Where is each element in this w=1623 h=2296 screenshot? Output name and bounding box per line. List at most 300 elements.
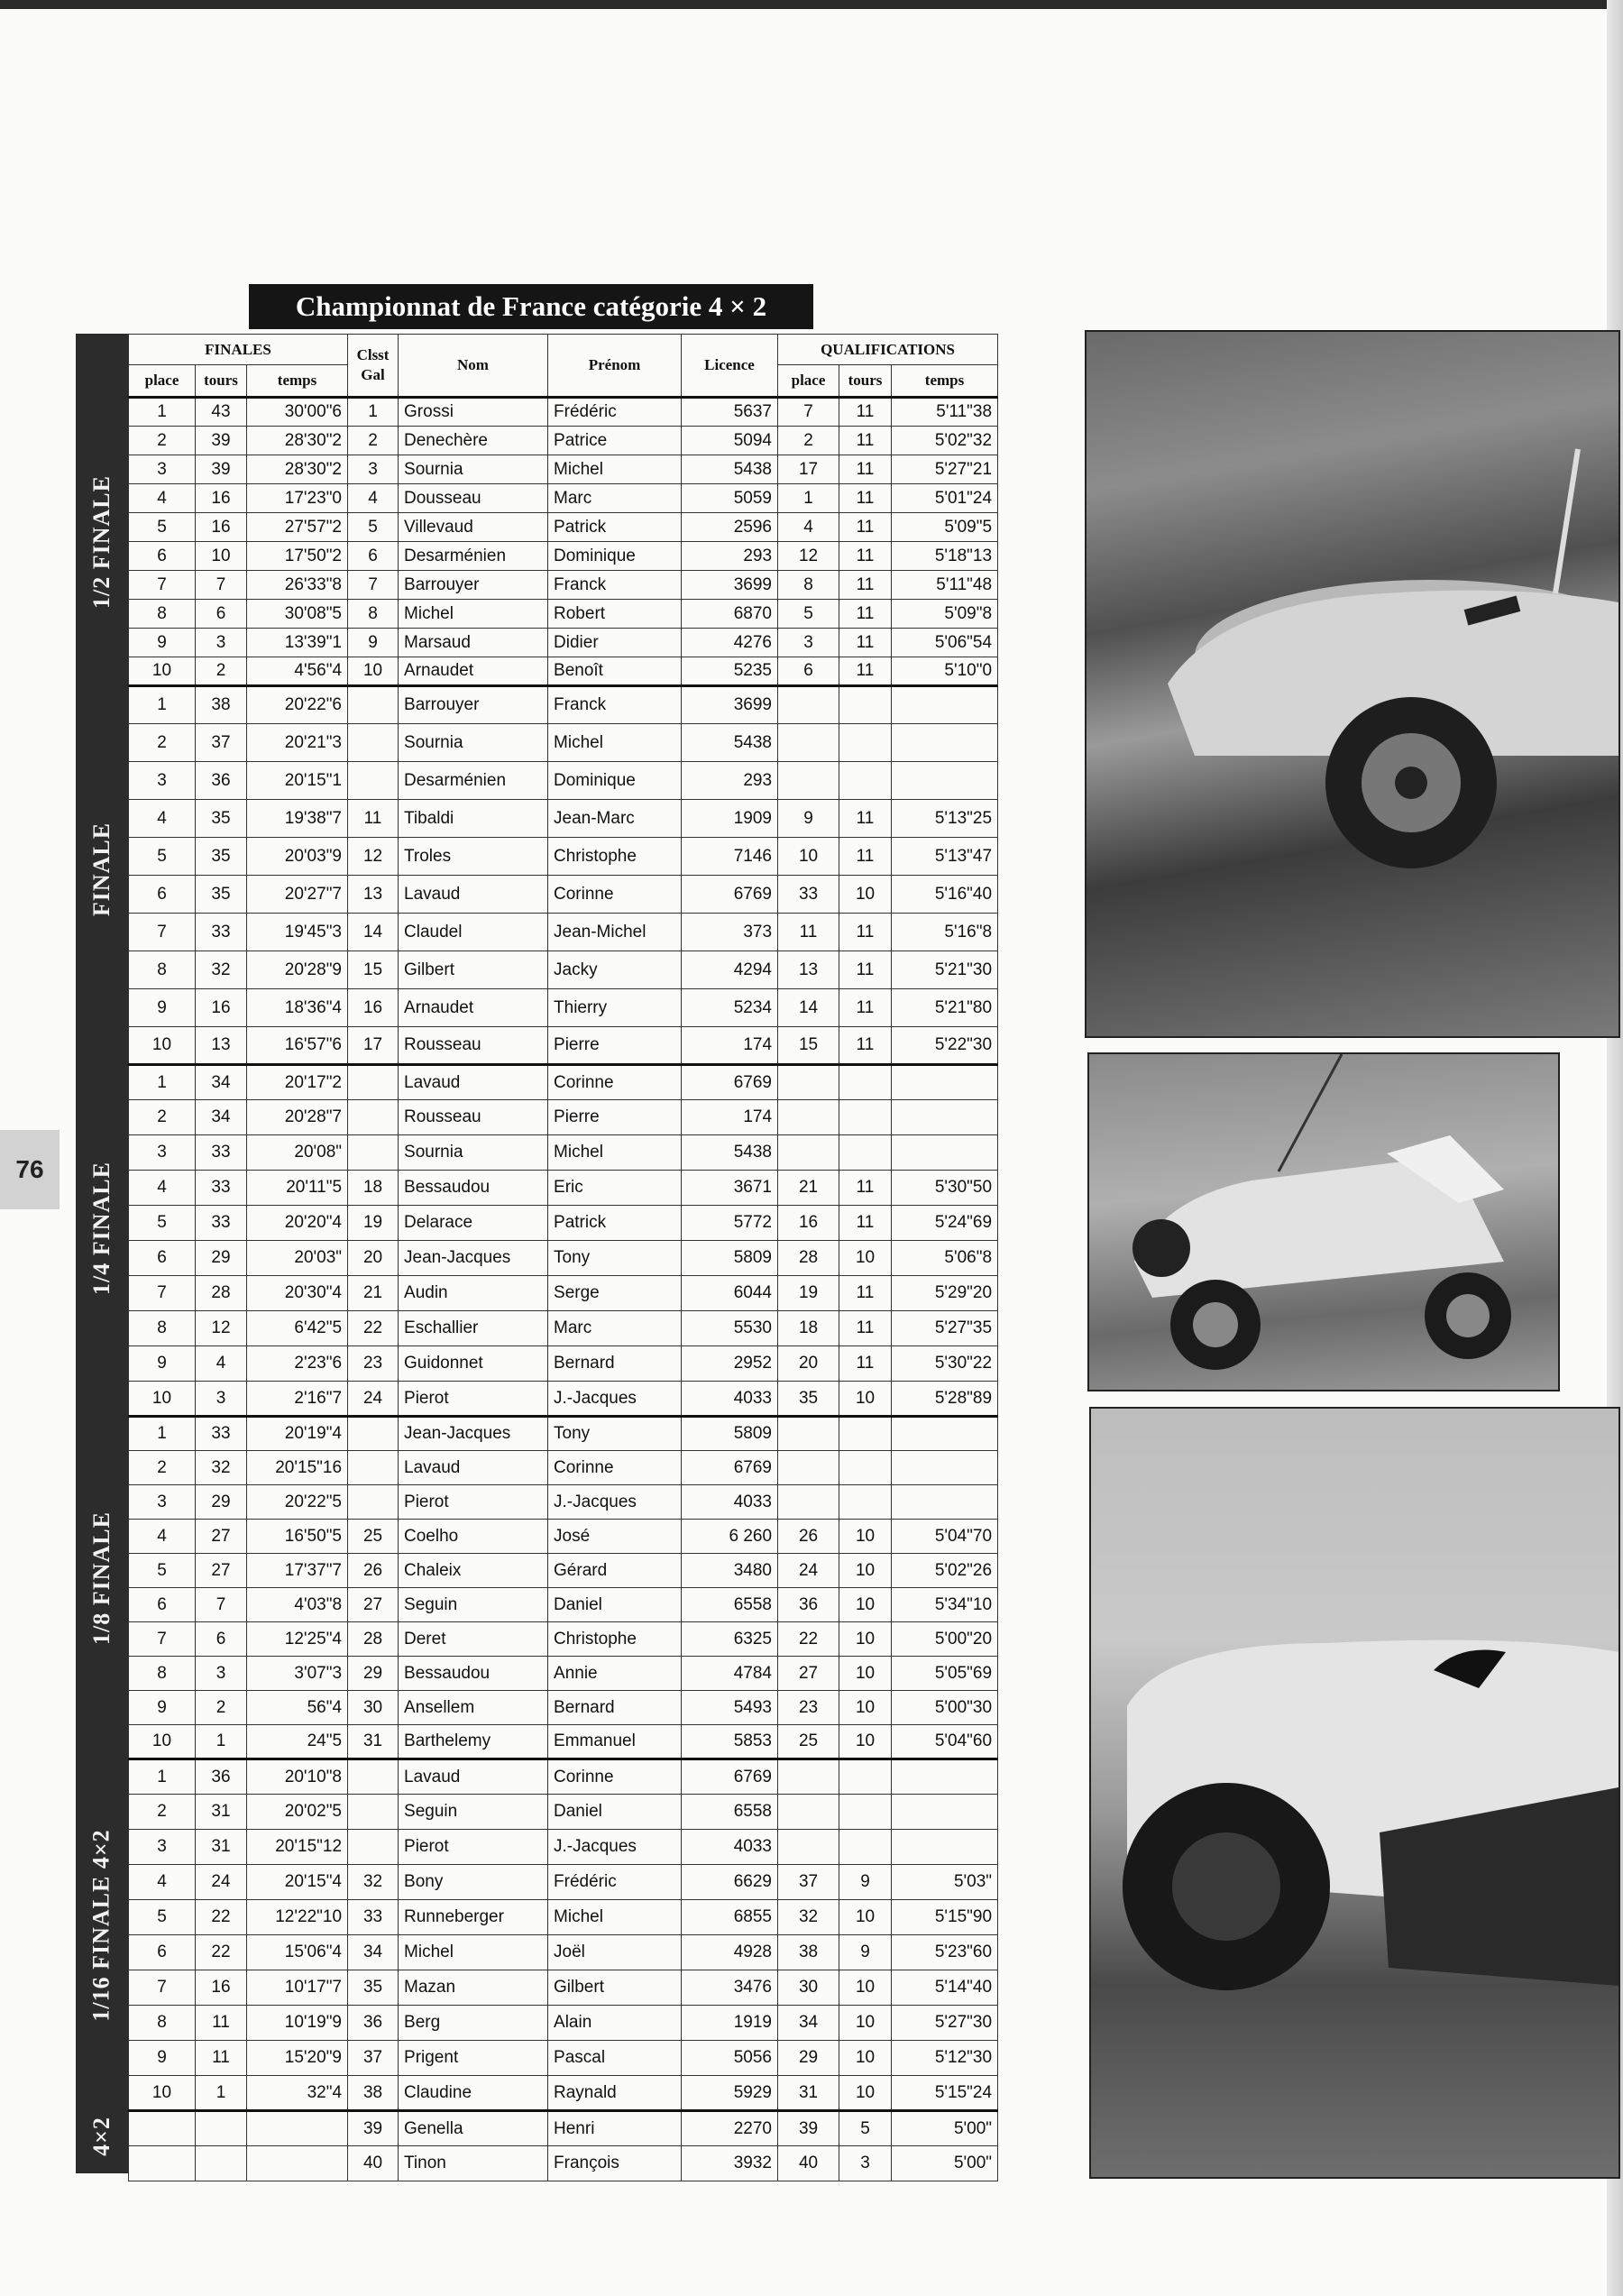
clsst-gal-cell: 31 [348, 1725, 399, 1759]
qualif-tours-cell: 11 [839, 398, 892, 427]
tours-cell: 7 [196, 1588, 247, 1622]
qualif-place-cell: 19 [778, 1276, 839, 1311]
prenom-cell: Pascal [548, 2041, 682, 2076]
licence-cell: 3671 [682, 1171, 778, 1206]
qualif-place-cell: 7 [778, 398, 839, 427]
qualif-place-cell: 2 [778, 427, 839, 455]
prenom-cell: Michel [548, 1900, 682, 1935]
prenom-cell: J.-Jacques [548, 1382, 682, 1417]
qualif-tours-cell [839, 1135, 892, 1171]
tours-cell: 6 [196, 1622, 247, 1657]
section-label-huitieme-finale: 1/8 FINALE [88, 1511, 115, 1645]
place-cell: 2 [129, 724, 196, 762]
place-cell: 1 [129, 398, 196, 427]
qualif-tours-cell: 11 [839, 427, 892, 455]
clsst-gal-cell [348, 1135, 399, 1171]
qualif-temps-cell: 5'13"25 [892, 800, 998, 838]
licence-cell: 5438 [682, 1135, 778, 1171]
tours-cell: 22 [196, 1900, 247, 1935]
qualif-tours-cell: 11 [839, 455, 892, 484]
qualif-place-cell: 23 [778, 1691, 839, 1725]
place-cell: 3 [129, 1485, 196, 1520]
tours-cell: 4 [196, 1346, 247, 1382]
clsst-gal-cell [348, 1100, 399, 1135]
licence-cell: 6769 [682, 876, 778, 914]
tours-cell: 22 [196, 1935, 247, 1970]
prenom-cell: Emmanuel [548, 1725, 682, 1759]
qualif-tours-cell: 11 [839, 513, 892, 542]
table-row [129, 1027, 998, 1065]
qualif-place-cell: 20 [778, 1346, 839, 1382]
qualif-temps-cell: 5'27"21 [892, 455, 998, 484]
tours-cell: 35 [196, 876, 247, 914]
nom-cell: Bessaudou [399, 1171, 548, 1206]
nom-cell: Runneberger [399, 1900, 548, 1935]
qualif-place-cell [778, 724, 839, 762]
place-cell: 5 [129, 1554, 196, 1588]
tours-cell: 6 [196, 600, 247, 629]
tours-cell: 33 [196, 1206, 247, 1241]
temps-cell: 24"5 [247, 1725, 348, 1759]
table-row [129, 1135, 998, 1171]
nom-header: Nom [399, 335, 548, 398]
qualif-place-cell: 38 [778, 1935, 839, 1970]
temps-cell: 20'27"7 [247, 876, 348, 914]
prenom-cell: Michel [548, 455, 682, 484]
prenom-cell: Frédéric [548, 398, 682, 427]
nom-cell: Coelho [399, 1520, 548, 1554]
table-row [129, 1451, 998, 1485]
clsst-gal-cell: 4 [348, 484, 399, 513]
tours-cell: 36 [196, 762, 247, 800]
nom-cell: Guidonnet [399, 1346, 548, 1382]
place-cell: 8 [129, 2006, 196, 2041]
place-cell: 5 [129, 513, 196, 542]
nom-cell: Deret [399, 1622, 548, 1657]
qualif-temps-cell: 5'01"24 [892, 484, 998, 513]
prenom-cell: Alain [548, 2006, 682, 2041]
temps-cell: 18'36"4 [247, 989, 348, 1027]
temps-cell: 19'38"7 [247, 800, 348, 838]
tours-cell: 2 [196, 1691, 247, 1725]
prenom-cell: Joël [548, 1935, 682, 1970]
qualif-temps-cell: 5'30"50 [892, 1171, 998, 1206]
table-row [129, 838, 998, 876]
place-cell: 2 [129, 1451, 196, 1485]
nom-cell: Claudine [399, 2076, 548, 2111]
table-row [129, 571, 998, 600]
table-row [129, 542, 998, 571]
qualif-tours-cell [839, 724, 892, 762]
prenom-cell: Dominique [548, 542, 682, 571]
place-cell: 4 [129, 1520, 196, 1554]
nom-cell: Michel [399, 1935, 548, 1970]
table-row [129, 762, 998, 800]
temps-cell [247, 2111, 348, 2146]
prenom-cell: Corinne [548, 1065, 682, 1100]
qualif-temps-cell: 5'05"69 [892, 1657, 998, 1691]
tours-cell: 37 [196, 724, 247, 762]
licence-cell: 5234 [682, 989, 778, 1027]
qualif-place-cell: 34 [778, 2006, 839, 2041]
clsst-gal-cell: 20 [348, 1241, 399, 1276]
licence-cell: 2596 [682, 513, 778, 542]
qualif-tours-cell: 10 [839, 1241, 892, 1276]
qualif-tours-cell [839, 1100, 892, 1135]
qualif-place-cell [778, 1830, 839, 1865]
temps-cell: 16'50"5 [247, 1520, 348, 1554]
table-row [129, 1725, 998, 1759]
licence-cell: 2952 [682, 1346, 778, 1382]
tours-cell: 27 [196, 1520, 247, 1554]
qualif-temps-cell: 5'04"60 [892, 1725, 998, 1759]
place-cell: 3 [129, 762, 196, 800]
licence-cell: 3480 [682, 1554, 778, 1588]
tours-cell: 24 [196, 1865, 247, 1900]
tours-cell: 10 [196, 542, 247, 571]
qualif-temps-cell: 5'09"5 [892, 513, 998, 542]
table-row [129, 1865, 998, 1900]
prenom-cell: Michel [548, 724, 682, 762]
qualif-tours-cell: 11 [839, 1206, 892, 1241]
temps-cell: 20'10"8 [247, 1759, 348, 1795]
licence-cell: 3699 [682, 571, 778, 600]
race-car-photo-2 [1087, 1052, 1560, 1391]
place-cell: 8 [129, 600, 196, 629]
table-row [129, 951, 998, 989]
qualif-temps-cell: 5'00"20 [892, 1622, 998, 1657]
qualif-tours-cell: 11 [839, 1171, 892, 1206]
clsst-gal-cell: 17 [348, 1027, 399, 1065]
table-row [129, 1935, 998, 1970]
qualif-temps-cell [892, 1795, 998, 1830]
qualif-place-cell: 26 [778, 1520, 839, 1554]
clsst-gal-cell [348, 686, 399, 724]
place-cell [129, 2146, 196, 2181]
temps-cell: 12'25"4 [247, 1622, 348, 1657]
qualif-place-cell [778, 1451, 839, 1485]
prenom-cell: Gilbert [548, 1970, 682, 2006]
table-row [129, 1171, 998, 1206]
tours-cell: 11 [196, 2006, 247, 2041]
tours-cell: 13 [196, 1027, 247, 1065]
qualif-temps-cell: 5'18"13 [892, 542, 998, 571]
place-cell: 6 [129, 1241, 196, 1276]
qualif-temps-cell: 5'14"40 [892, 1970, 998, 2006]
place-cell: 4 [129, 800, 196, 838]
qualif-temps-cell: 5'12"30 [892, 2041, 998, 2076]
temps-cell: 20'03"9 [247, 838, 348, 876]
temps-cell: 20'17"2 [247, 1065, 348, 1100]
tours-cell [196, 2146, 247, 2181]
qualif-tours-cell: 10 [839, 1622, 892, 1657]
clsst-gal-cell [348, 1795, 399, 1830]
qualif-temps-header: temps [892, 365, 998, 398]
qualif-temps-cell: 5'28"89 [892, 1382, 998, 1417]
nom-cell: Tibaldi [399, 800, 548, 838]
table-row [129, 1276, 998, 1311]
nom-cell: Ansellem [399, 1691, 548, 1725]
nom-cell: Gilbert [399, 951, 548, 989]
place-cell [129, 2111, 196, 2146]
licence-cell: 6 260 [682, 1520, 778, 1554]
place-cell: 9 [129, 1691, 196, 1725]
qualif-place-cell: 13 [778, 951, 839, 989]
prenom-cell: Didier [548, 629, 682, 657]
nom-cell: Troles [399, 838, 548, 876]
clsst-gal-cell: 11 [348, 800, 399, 838]
temps-cell: 6'42"5 [247, 1311, 348, 1346]
temps-cell: 17'37"7 [247, 1554, 348, 1588]
tours-cell: 3 [196, 1382, 247, 1417]
nom-cell: Sournia [399, 1135, 548, 1171]
temps-cell: 56"4 [247, 1691, 348, 1725]
tours-cell: 34 [196, 1065, 247, 1100]
qualif-tours-cell: 11 [839, 657, 892, 686]
table-row [129, 989, 998, 1027]
clsst-gal-cell [348, 1830, 399, 1865]
licence-cell: 5929 [682, 2076, 778, 2111]
qualif-tours-cell: 11 [839, 571, 892, 600]
qualif-tours-cell: 11 [839, 951, 892, 989]
temps-cell: 20'08" [247, 1135, 348, 1171]
page-number: 76 [0, 1130, 60, 1209]
prenom-cell: Dominique [548, 762, 682, 800]
clsst-gal-cell [348, 1485, 399, 1520]
place-cell: 1 [129, 686, 196, 724]
licence-cell: 6325 [682, 1622, 778, 1657]
place-cell: 5 [129, 1900, 196, 1935]
tours-cell: 1 [196, 1725, 247, 1759]
qualif-temps-cell: 5'29"20 [892, 1276, 998, 1311]
nom-cell: Barthelemy [399, 1725, 548, 1759]
nom-cell: Desarménien [399, 762, 548, 800]
qualif-place-cell: 10 [778, 838, 839, 876]
qualif-temps-cell [892, 1451, 998, 1485]
qualif-place-header: place [778, 365, 839, 398]
qualif-temps-cell: 5'15"24 [892, 2076, 998, 2111]
clsst-gal-cell: 9 [348, 629, 399, 657]
temps-cell: 20'02"5 [247, 1795, 348, 1830]
page-title: Championnat de France catégorie 4 × 2 [249, 284, 813, 329]
finales-tours-header: tours [196, 365, 247, 398]
place-cell: 1 [129, 1759, 196, 1795]
qualif-temps-cell: 5'27"30 [892, 2006, 998, 2041]
nom-cell: Eschallier [399, 1311, 548, 1346]
place-cell: 6 [129, 542, 196, 571]
qualif-tours-cell [839, 1830, 892, 1865]
licence-cell: 5530 [682, 1311, 778, 1346]
nom-cell: Prigent [399, 2041, 548, 2076]
qualif-place-cell: 16 [778, 1206, 839, 1241]
qualif-tours-cell: 10 [839, 1970, 892, 2006]
nom-cell: Tinon [399, 2146, 548, 2181]
temps-cell: 10'17"7 [247, 1970, 348, 2006]
licence-cell: 6044 [682, 1276, 778, 1311]
clsst-gal-cell: 5 [348, 513, 399, 542]
clsst-gal-cell: 25 [348, 1520, 399, 1554]
nom-cell: Barrouyer [399, 571, 548, 600]
qualif-place-cell: 39 [778, 2111, 839, 2146]
prenom-cell: Corinne [548, 1451, 682, 1485]
qualif-temps-cell: 5'22"30 [892, 1027, 998, 1065]
qualif-temps-cell: 5'09"8 [892, 600, 998, 629]
clsst-gal-cell: 29 [348, 1657, 399, 1691]
nom-cell: Marsaud [399, 629, 548, 657]
place-cell: 8 [129, 951, 196, 989]
tours-cell: 39 [196, 427, 247, 455]
nom-cell: Denechère [399, 427, 548, 455]
licence-cell: 6855 [682, 1900, 778, 1935]
licence-cell: 6769 [682, 1065, 778, 1100]
table-row [129, 1970, 998, 2006]
licence-cell: 3932 [682, 2146, 778, 2181]
qualif-tours-cell: 10 [839, 1691, 892, 1725]
licence-cell: 5094 [682, 427, 778, 455]
prenom-cell: J.-Jacques [548, 1830, 682, 1865]
temps-cell: 17'23"0 [247, 484, 348, 513]
nom-cell: Jean-Jacques [399, 1241, 548, 1276]
qualif-tours-cell: 11 [839, 629, 892, 657]
prenom-cell: Annie [548, 1657, 682, 1691]
table-row [129, 427, 998, 455]
nom-cell: Pierot [399, 1382, 548, 1417]
temps-cell: 20'11"5 [247, 1171, 348, 1206]
place-cell: 6 [129, 1935, 196, 1970]
temps-cell: 2'16"7 [247, 1382, 348, 1417]
qualif-place-cell: 11 [778, 914, 839, 951]
prenom-cell: Michel [548, 1135, 682, 1171]
qualif-temps-cell: 5'11"48 [892, 571, 998, 600]
tours-cell: 28 [196, 1276, 247, 1311]
prenom-cell: Bernard [548, 1346, 682, 1382]
qualif-temps-cell: 5'13"47 [892, 838, 998, 876]
qualifications-header: QUALIFICATIONS [778, 335, 998, 365]
top-edge [0, 0, 1623, 9]
table-row [129, 876, 998, 914]
table-row [129, 484, 998, 513]
qualif-place-cell: 15 [778, 1027, 839, 1065]
clsst-gal-cell: 6 [348, 542, 399, 571]
prenom-cell: Patrick [548, 1206, 682, 1241]
qualif-place-cell [778, 1100, 839, 1135]
qualif-place-cell: 5 [778, 600, 839, 629]
nom-cell: Grossi [399, 398, 548, 427]
section-label-quart-finale: 1/4 FINALE [88, 1161, 115, 1295]
clsst-gal-cell: 10 [348, 657, 399, 686]
place-cell: 10 [129, 1027, 196, 1065]
place-cell: 2 [129, 1795, 196, 1830]
clsst-gal-cell: 19 [348, 1206, 399, 1241]
clsst-gal-cell: 15 [348, 951, 399, 989]
clsst-gal-cell: 32 [348, 1865, 399, 1900]
table-row [129, 1657, 998, 1691]
licence-cell: 4276 [682, 629, 778, 657]
licence-cell: 2270 [682, 2111, 778, 2146]
nom-cell: Barrouyer [399, 686, 548, 724]
tours-cell: 43 [196, 398, 247, 427]
tours-cell: 3 [196, 629, 247, 657]
clsst-gal-cell [348, 724, 399, 762]
clsst-gal-cell: 35 [348, 1970, 399, 2006]
place-cell: 5 [129, 1206, 196, 1241]
finales-temps-header: temps [247, 365, 348, 398]
licence-cell: 293 [682, 542, 778, 571]
qualif-place-cell: 30 [778, 1970, 839, 2006]
tours-cell: 16 [196, 484, 247, 513]
tours-cell: 2 [196, 657, 247, 686]
place-cell: 9 [129, 2041, 196, 2076]
finales-header: FINALES [129, 335, 348, 365]
place-cell: 10 [129, 2076, 196, 2111]
qualif-temps-cell: 5'00" [892, 2111, 998, 2146]
temps-cell: 20'20"4 [247, 1206, 348, 1241]
nom-cell: Lavaud [399, 1065, 548, 1100]
place-cell: 4 [129, 484, 196, 513]
temps-cell: 20'15"1 [247, 762, 348, 800]
place-cell: 10 [129, 1725, 196, 1759]
place-cell: 9 [129, 1346, 196, 1382]
qualif-temps-cell: 5'11"38 [892, 398, 998, 427]
licence-cell: 1909 [682, 800, 778, 838]
qualif-place-cell [778, 1759, 839, 1795]
prenom-cell: Thierry [548, 989, 682, 1027]
qualif-temps-cell [892, 724, 998, 762]
clsst-gal-cell: 1 [348, 398, 399, 427]
qualif-temps-cell: 5'27"35 [892, 1311, 998, 1346]
nom-cell: Seguin [399, 1795, 548, 1830]
qualif-place-cell: 3 [778, 629, 839, 657]
prenom-cell: Christophe [548, 838, 682, 876]
qualif-temps-cell: 5'16"8 [892, 914, 998, 951]
qualif-temps-cell: 5'04"70 [892, 1520, 998, 1554]
temps-cell: 20'03" [247, 1241, 348, 1276]
qualif-place-cell: 35 [778, 1382, 839, 1417]
clsst-gal-cell: 13 [348, 876, 399, 914]
qualif-temps-cell: 5'24"69 [892, 1206, 998, 1241]
nom-cell: Seguin [399, 1588, 548, 1622]
place-cell: 4 [129, 1865, 196, 1900]
place-cell: 3 [129, 1830, 196, 1865]
clsst-gal-cell: 22 [348, 1311, 399, 1346]
temps-cell: 20'19"4 [247, 1417, 348, 1451]
table-row [129, 914, 998, 951]
qualif-temps-cell: 5'06"54 [892, 629, 998, 657]
temps-cell: 2'23"6 [247, 1346, 348, 1382]
qualif-temps-cell [892, 1759, 998, 1795]
nom-cell: Dousseau [399, 484, 548, 513]
qualif-tours-cell: 3 [839, 2146, 892, 2181]
prenom-cell: Raynald [548, 2076, 682, 2111]
prenom-cell: Patrice [548, 427, 682, 455]
nom-cell: Desarménien [399, 542, 548, 571]
nom-cell: Lavaud [399, 1451, 548, 1485]
qualif-place-cell: 8 [778, 571, 839, 600]
nom-cell: Michel [399, 600, 548, 629]
place-cell: 7 [129, 1622, 196, 1657]
clsst-gal-cell: 3 [348, 455, 399, 484]
section-label-finale: FINALE [88, 822, 115, 916]
qualif-place-cell [778, 1417, 839, 1451]
nom-cell: Berg [399, 2006, 548, 2041]
qualif-tours-cell: 10 [839, 1725, 892, 1759]
qualif-place-cell [778, 686, 839, 724]
qualif-temps-cell: 5'21"30 [892, 951, 998, 989]
prenom-cell: Franck [548, 686, 682, 724]
licence-cell: 1919 [682, 2006, 778, 2041]
prenom-cell: Patrick [548, 513, 682, 542]
temps-cell: 20'15"4 [247, 1865, 348, 1900]
